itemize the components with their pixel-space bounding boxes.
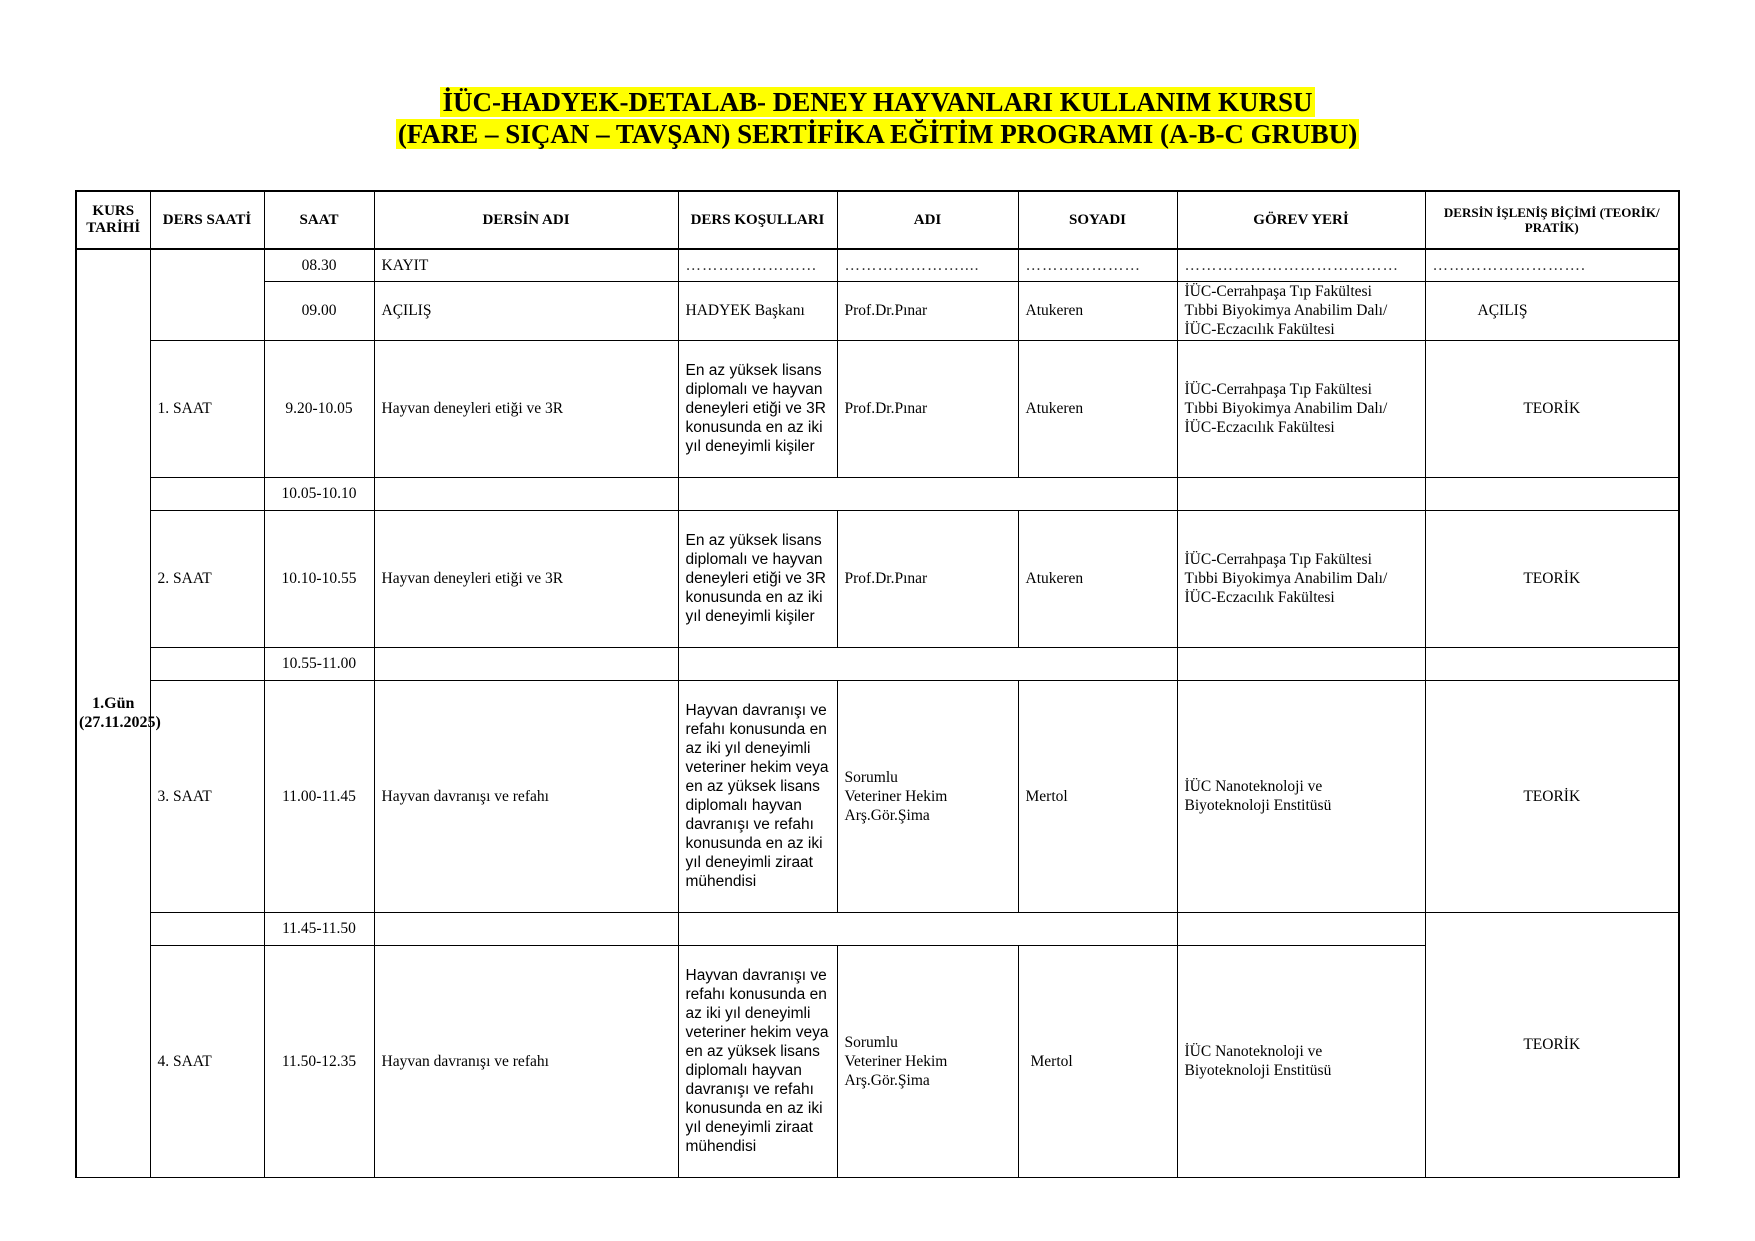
cell-empty	[1425, 477, 1679, 510]
table-row	[76, 340, 1679, 477]
cell-saat: 9.20-10.05	[264, 340, 374, 477]
schedule-table	[75, 190, 1680, 1178]
header-adi: ADI	[837, 191, 1018, 249]
header-soyadi: SOYADI	[1018, 191, 1177, 249]
cell-soyadi: …………………	[1018, 249, 1177, 281]
cell-empty	[678, 647, 1177, 680]
cell-adi: …………………....	[837, 249, 1018, 281]
cell-ders: KAYIT	[374, 249, 678, 281]
cell-soyadi: Atukeren	[1018, 340, 1177, 477]
table-row	[76, 281, 1679, 340]
title-line-1: İÜC-HADYEK-DETALAB- DENEY HAYVANLARI KULLANIM KURSU	[442, 87, 1313, 117]
cell-soyadi: Atukeren	[1018, 281, 1177, 340]
cell-kosul: En az yüksek lisans diplomalı ve hayvan deneyleri etiği ve 3R konusunda en az iki yıl deneyimli kişiler	[678, 340, 837, 477]
cell-gorev: İÜC-Cerrahpaşa Tıp Fakültesi Tıbbi Biyokimya Anabilim Dalı/ İÜC-Eczacılık Fakültesi	[1177, 340, 1425, 477]
table-row	[76, 680, 1679, 912]
cell-empty	[678, 912, 1177, 945]
cell-ders-saati: 4. SAAT	[150, 945, 264, 1177]
cell-kosul: Hayvan davranışı ve refahı konusunda en az iki yıl deneyimli veteriner hekim veya en az yüksek lisans diplomalı hayvan davranışı ve refahı konusunda en az iki yıl deneyimli ziraat mühendisi	[678, 945, 837, 1177]
cell-kosul: ……………………	[678, 249, 837, 281]
cell-saat: 11.00-11.45	[264, 680, 374, 912]
cell-bicim: TEORİK	[1425, 680, 1679, 912]
cell-ders: Hayvan deneyleri etiği ve 3R	[374, 340, 678, 477]
header-islenis-bicimi: DERSİN İŞLENİŞ BİÇİMİ (TEORİK/ PRATİK)	[1425, 191, 1679, 249]
cell-empty	[1177, 647, 1425, 680]
day-label: 1.Gün (27.11.2025)	[76, 249, 150, 1177]
cell-empty	[1425, 647, 1679, 680]
cell-empty	[1177, 477, 1425, 510]
cell-empty	[678, 477, 1177, 510]
table-row	[76, 510, 1679, 647]
cell-ders-saati: 1. SAAT	[150, 340, 264, 477]
table-row	[76, 912, 1679, 945]
cell-gorev: İÜC Nanoteknoloji ve Biyoteknoloji Enstitüsü	[1177, 945, 1425, 1177]
cell-gorev: …………………………………	[1177, 249, 1425, 281]
cell-empty	[1177, 912, 1425, 945]
cell-adi: Prof.Dr.Pınar	[837, 340, 1018, 477]
cell-saat: 08.30	[264, 249, 374, 281]
header-dersin-adi: DERSİN ADI	[374, 191, 678, 249]
cell-ders: Hayvan deneyleri etiği ve 3R	[374, 510, 678, 647]
cell-ders: AÇILIŞ	[374, 281, 678, 340]
cell-kosul: HADYEK Başkanı	[678, 281, 837, 340]
document-title	[0, 86, 1755, 150]
cell-saat: 10.55-11.00	[264, 647, 374, 680]
cell-adi: Prof.Dr.Pınar	[837, 281, 1018, 340]
cell-ders-saati: 3. SAAT	[150, 680, 264, 912]
cell-bicim: TEORİK	[1425, 340, 1679, 477]
cell-adi: Sorumlu Veteriner Hekim Arş.Gör.Şima	[837, 680, 1018, 912]
cell-soyadi: Mertol	[1018, 680, 1177, 912]
header-ders-kosullari: DERS KOŞULLARI	[678, 191, 837, 249]
header-gorev-yeri: GÖREV YERİ	[1177, 191, 1425, 249]
cell-gorev: İÜC-Cerrahpaşa Tıp Fakültesi Tıbbi Biyokimya Anabilim Dalı/ İÜC-Eczacılık Fakültesi	[1177, 510, 1425, 647]
cell-saat: 11.45-11.50	[264, 912, 374, 945]
cell-empty	[150, 249, 264, 340]
cell-bicim: TEORİK	[1425, 912, 1679, 1177]
table-row	[76, 249, 1679, 281]
cell-bicim: TEORİK	[1425, 510, 1679, 647]
cell-bicim: ……………………….	[1425, 249, 1679, 281]
title-line-2: (FARE – SIÇAN – TAVŞAN) SERTİFİKA EĞİTİM PROGRAMI (A-B-C GRUBU)	[397, 119, 1358, 149]
cell-saat: 11.50-12.35	[264, 945, 374, 1177]
cell-ders: Hayvan davranışı ve refahı	[374, 945, 678, 1177]
cell-bicim: AÇILIŞ	[1425, 281, 1679, 340]
header-kurs-tarihi: KURS TARİHİ	[76, 191, 150, 249]
cell-adi: Sorumlu Veteriner Hekim Arş.Gör.Şima	[837, 945, 1018, 1177]
cell-kosul: Hayvan davranışı ve refahı konusunda en az iki yıl deneyimli veteriner hekim veya en az yüksek lisans diplomalı hayvan davranışı ve refahı konusunda en az iki yıl deneyimli ziraat mühendisi	[678, 680, 837, 912]
cell-empty	[150, 912, 264, 945]
cell-empty	[374, 912, 678, 945]
cell-saat: 10.05-10.10	[264, 477, 374, 510]
table-row	[76, 647, 1679, 680]
cell-gorev: İÜC Nanoteknoloji ve Biyoteknoloji Enstitüsü	[1177, 680, 1425, 912]
table-row	[76, 477, 1679, 510]
header-saat: SAAT	[264, 191, 374, 249]
cell-empty	[374, 647, 678, 680]
cell-adi: Prof.Dr.Pınar	[837, 510, 1018, 647]
cell-saat: 09.00	[264, 281, 374, 340]
cell-ders-saati: 2. SAAT	[150, 510, 264, 647]
cell-empty	[374, 477, 678, 510]
cell-soyadi: Atukeren	[1018, 510, 1177, 647]
cell-ders: Hayvan davranışı ve refahı	[374, 680, 678, 912]
cell-kosul: En az yüksek lisans diplomalı ve hayvan deneyleri etiği ve 3R konusunda en az iki yıl deneyimli kişiler	[678, 510, 837, 647]
header-ders-saati: DERS SAATİ	[150, 191, 264, 249]
cell-gorev: İÜC-Cerrahpaşa Tıp Fakültesi Tıbbi Biyokimya Anabilim Dalı/ İÜC-Eczacılık Fakültesi	[1177, 281, 1425, 340]
cell-soyadi: Mertol	[1018, 945, 1177, 1177]
cell-saat: 10.10-10.55	[264, 510, 374, 647]
cell-empty	[150, 477, 264, 510]
header-row	[76, 191, 1679, 249]
cell-empty	[150, 647, 264, 680]
